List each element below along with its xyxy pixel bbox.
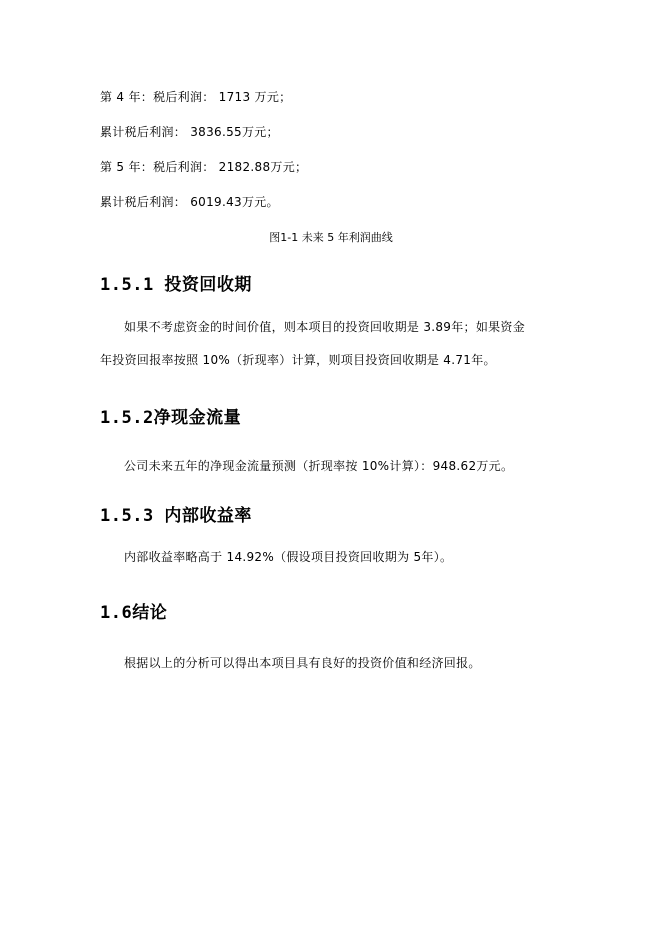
profit-line-cumulative-year5: 累计税后利润： 6019.43万元。 [100,195,279,209]
section-heading-conclusion: 1.6结论 [100,603,168,623]
conclusion-paragraph: 根据以上的分析可以得出本项目具有良好的投资价值和经济回报。 [124,656,481,670]
profit-line-cumulative-year4: 累计税后利润： 3836.55万元； [100,125,279,139]
section-heading-irr: 1.5.3 内部收益率 [100,506,252,526]
npv-paragraph: 公司未来五年的净现金流量预测（折现率按 10%计算）：948.62万元。 [124,459,514,473]
profit-line-year5: 第 5 年：税后利润： 2182.88万元； [100,160,308,174]
section-heading-payback: 1.5.1 投资回收期 [100,275,252,295]
section-heading-npv: 1.5.2净现金流量 [100,408,242,428]
profit-line-year4: 第 4 年：税后利润： 1713 万元； [100,90,292,104]
irr-paragraph: 内部收益率略高于 14.92%（假设项目投资回收期为 5年）。 [124,550,453,564]
figure-caption: 图1-1 未来 5 年利润曲线 [269,231,393,244]
payback-paragraph-line1: 如果不考虑资金的时间价值，则本项目的投资回收期是 3.89年；如果资金 [124,320,526,334]
payback-paragraph-line2: 年投资回报率按照 10%（折现率）计算，则项目投资回收期是 4.71年。 [100,353,496,367]
